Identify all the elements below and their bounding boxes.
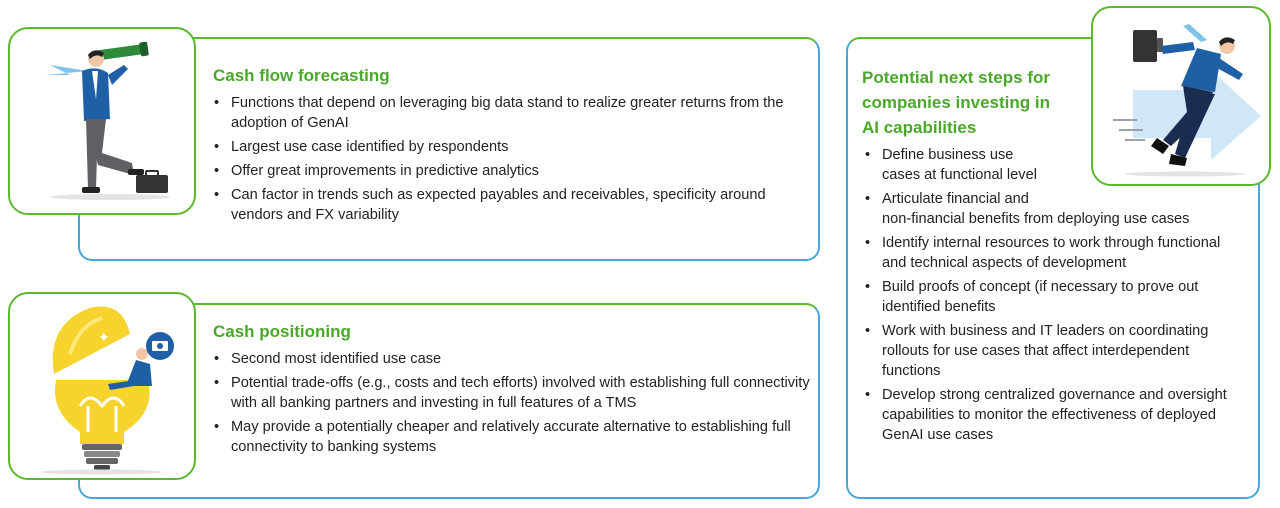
list-item: • Functions that depend on leveraging big data stand to realize greater returns from the adoption of GenAI bbox=[213, 93, 803, 133]
lightbulb-businessman-icon bbox=[10, 294, 194, 478]
list-item-line: Develop strong centralized governance and oversight capabilities to monitor the effectiveness of deployed GenAI use cases bbox=[882, 387, 1227, 443]
cash-positioning-list bbox=[213, 349, 813, 461]
cash-flow-icon-box bbox=[8, 27, 196, 215]
list-item-line: non-financial benefits from deploying use cases bbox=[882, 211, 1190, 227]
cash-flow-list bbox=[213, 93, 803, 229]
list-item: • Potential trade-offs (e.g., costs and tech efforts) involved with establishing full connectivity with all banking partners and investing in full features of a TMS bbox=[213, 373, 813, 413]
list-item: • Offer great improvements in predictive analytics bbox=[213, 161, 803, 181]
list-item: • Can factor in trends such as expected payables and receivables, specificity around vendors and FX variability bbox=[213, 185, 803, 225]
cash-positioning-title: Cash positioning bbox=[213, 322, 351, 341]
list-item-line: • Define business use bbox=[882, 147, 1014, 163]
next-steps-icon-box bbox=[1091, 6, 1271, 186]
list-item bbox=[864, 385, 1246, 445]
next-steps-title-line: companies investing in bbox=[862, 93, 1050, 112]
list-item-line: Work with business and IT leaders on coordinating rollouts for use cases that affect interdependent functions bbox=[882, 323, 1209, 379]
list-item bbox=[864, 189, 1246, 229]
next-steps-list bbox=[864, 145, 1246, 449]
list-item-line: Build proofs of concept (if necessary to prove out identified benefits bbox=[882, 279, 1199, 315]
cash-flow-title: Cash flow forecasting bbox=[213, 66, 390, 85]
list-item bbox=[864, 321, 1246, 381]
running-businessman-icon bbox=[1093, 8, 1269, 184]
cash-positioning-icon-box bbox=[8, 292, 196, 480]
svg-text:✦: ✦ bbox=[98, 330, 110, 346]
list-item bbox=[864, 277, 1246, 317]
next-steps-title bbox=[862, 65, 1050, 140]
list-item: • Largest use case identified by respondents bbox=[213, 137, 803, 157]
list-item: • Second most identified use case bbox=[213, 349, 813, 369]
list-item-line: cases at functional level bbox=[882, 167, 1037, 183]
list-item-line: Identify internal resources to work through functional and technical aspects of development bbox=[882, 235, 1221, 271]
next-steps-title-line: AI capabilities bbox=[862, 118, 977, 137]
list-item: • May provide a potentially cheaper and relatively accurate alternative to establishing full connectivity to banking systems bbox=[213, 417, 813, 457]
list-item-line: • Articulate financial and bbox=[882, 191, 1029, 207]
next-steps-title-line: Potential next steps for bbox=[862, 68, 1050, 87]
list-item bbox=[864, 233, 1246, 273]
businessman-telescope-icon bbox=[10, 29, 194, 213]
